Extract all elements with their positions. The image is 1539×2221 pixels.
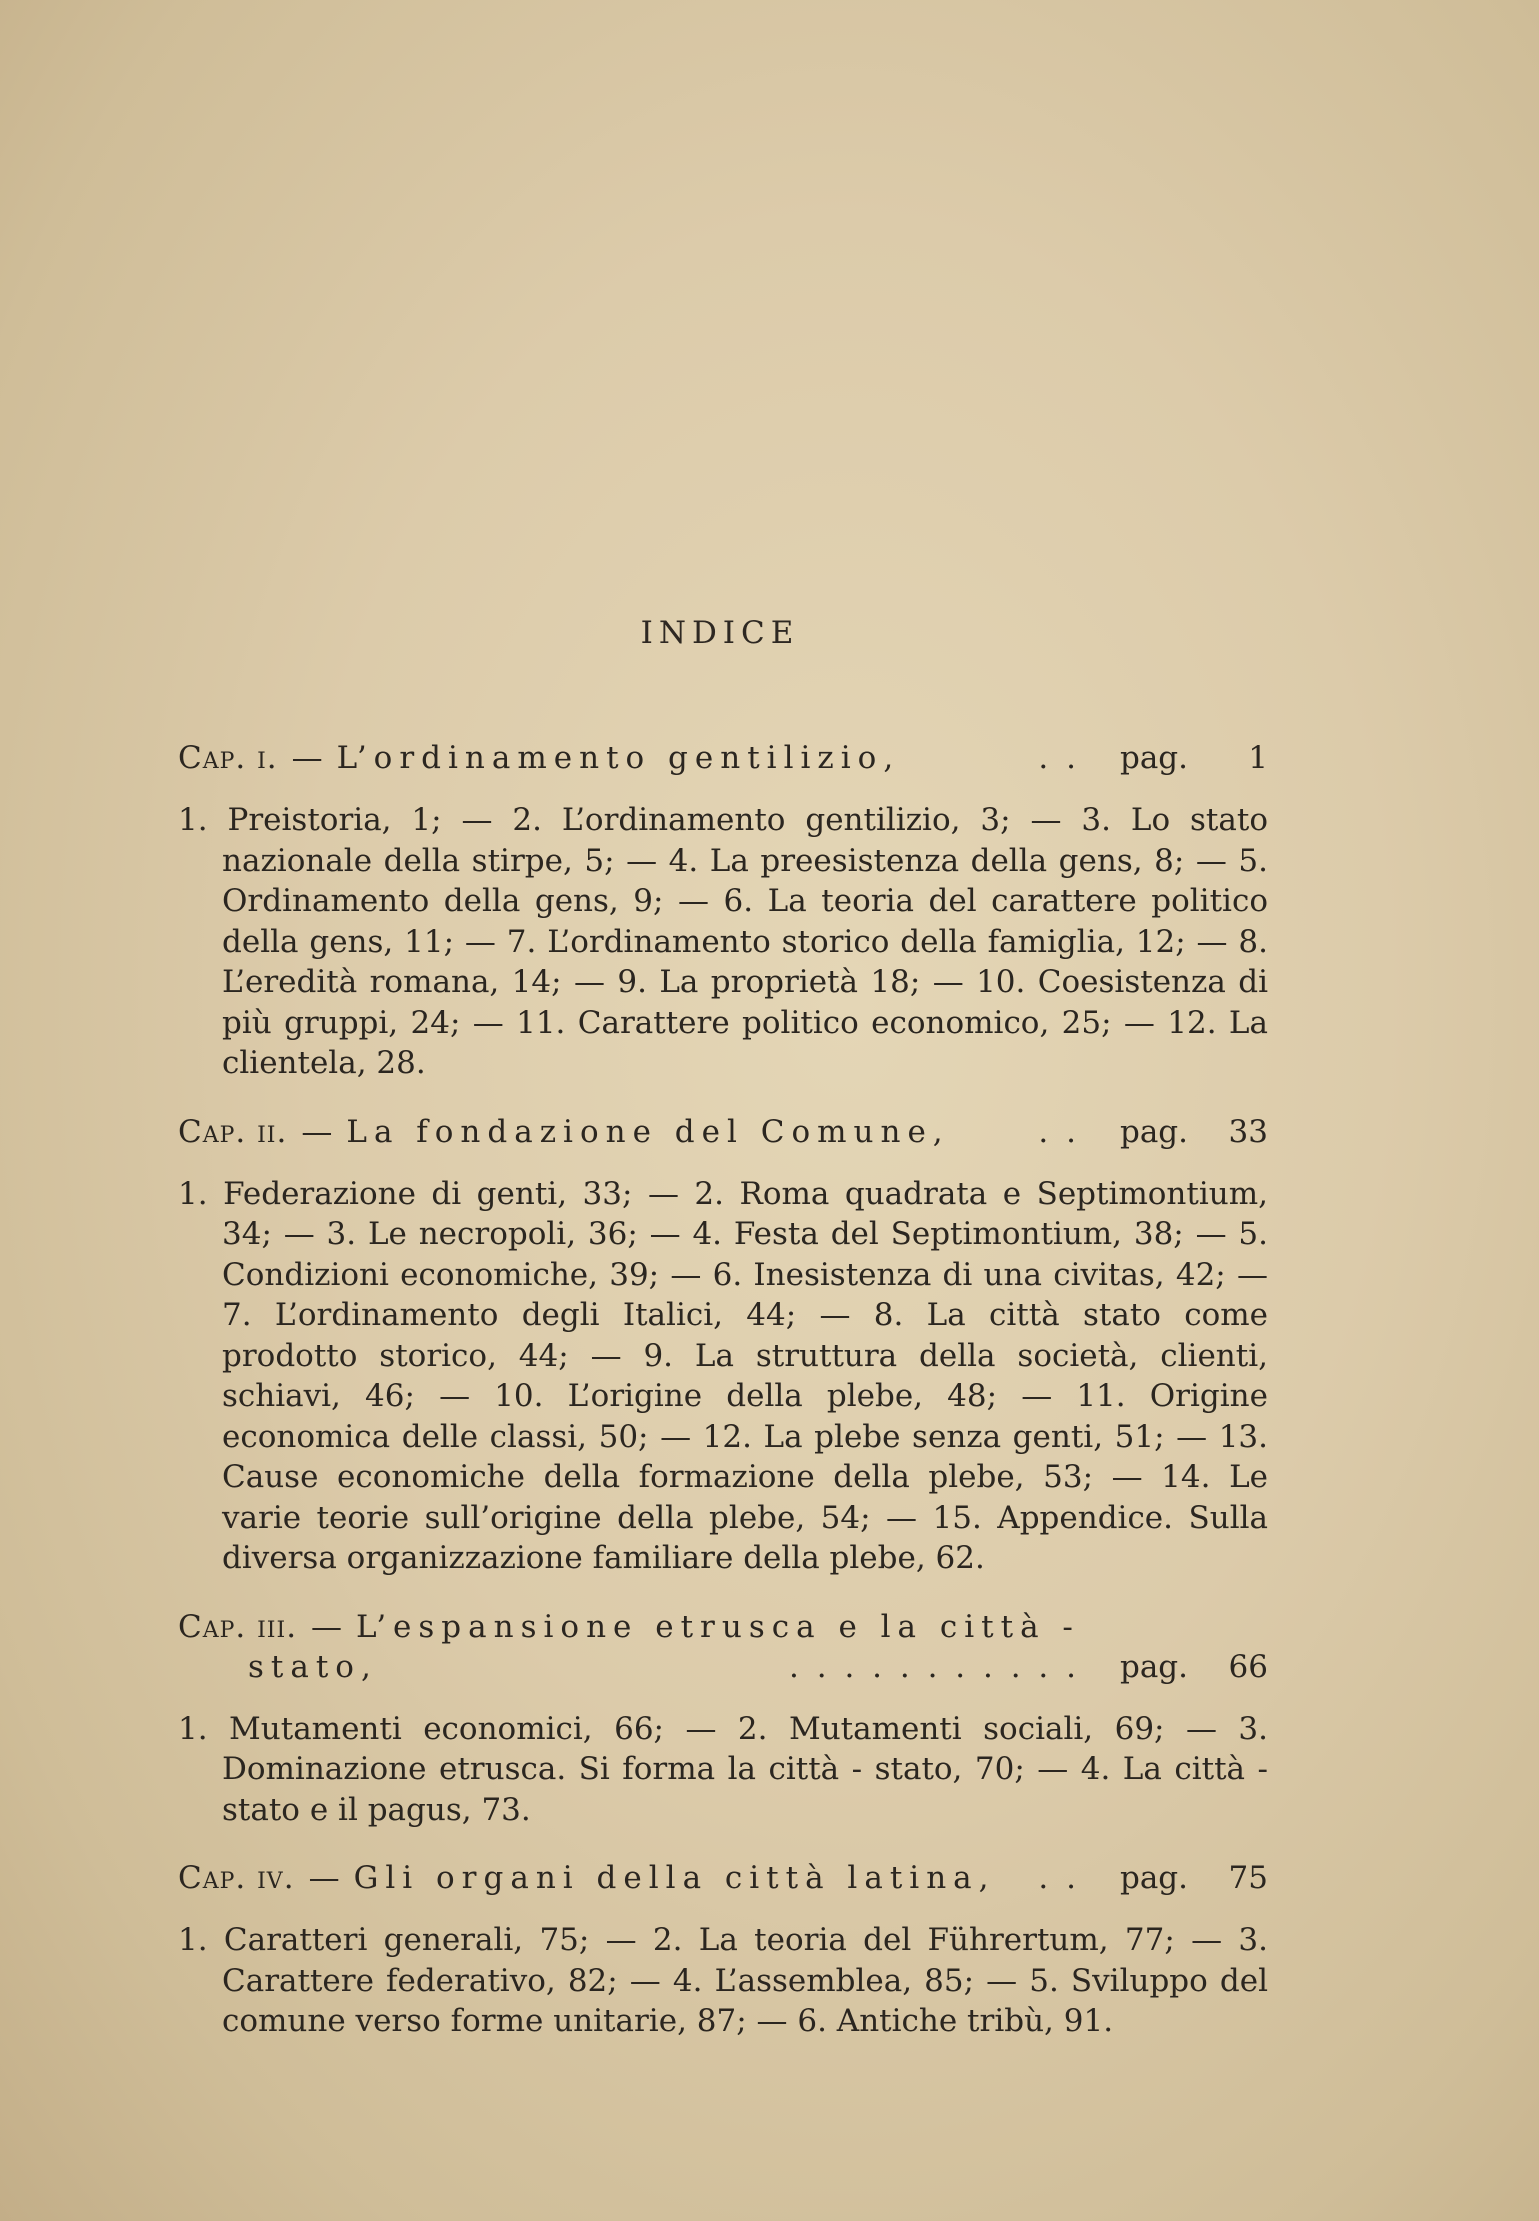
chapter-3 xyxy=(178,1607,1268,1831)
leader-dots: . . . . . . . . . . . xyxy=(789,1648,1080,1685)
chapter-title: L’espansione etrusca e la città - xyxy=(356,1608,1080,1645)
chapter-contents: 1. Preistoria, 1; — 2. L’ordinamento gentilizio, 3; — 3. Lo stato nazionale della stirpe, 5; — 4. La preesistenza della gens, 8; — 5. Ordinamento della gens, 9; — 6. La teoria del carattere politico della gens, 11; — 7. L’ordinamento storico della famiglia, 12; — 8. L’eredità romana, 14; — 9. La proprietà 18; — 10. Coesistenza di più gruppi, 24; — 11. Carattere politico economico, 25; — 12. La clientela, 28. xyxy=(178,802,1268,1081)
chapter-heading xyxy=(178,1858,1268,1898)
pag-label: pag. xyxy=(1119,740,1188,776)
chapter-title: L’ordinamento gentilizio, xyxy=(336,740,901,776)
chapter-heading xyxy=(178,1112,1268,1152)
chapter-heading xyxy=(178,738,1268,778)
chapter-number: Cap. iii. xyxy=(178,1608,298,1645)
page-number: 1 xyxy=(1248,740,1268,776)
chapter-contents: 1. Mutamenti economici, 66; — 2. Mutamenti sociali, 69; — 3. Dominazione etrusca. Si forma la città - stato, 70; — 4. La città - stato e il pagus, 73. xyxy=(178,1710,1268,1828)
chapter-number: Cap. i. xyxy=(178,740,278,776)
chapter-1 xyxy=(178,738,1268,1084)
leader-dots: . . xyxy=(1038,1860,1080,1896)
table-of-contents xyxy=(178,738,1268,2070)
page-number: 66 xyxy=(1228,1648,1268,1685)
chapter-4 xyxy=(178,1858,1268,2042)
chapter-dash: — xyxy=(291,740,323,776)
pag-label: pag. xyxy=(1119,1860,1188,1896)
leader-dots: . . xyxy=(1038,740,1080,776)
pag-label: pag. xyxy=(1119,1648,1188,1685)
chapter-2 xyxy=(178,1112,1268,1579)
page-number: 75 xyxy=(1228,1860,1268,1896)
chapter-dash: — xyxy=(301,1113,333,1150)
pag-label: pag. xyxy=(1119,1113,1188,1150)
chapter-number: Cap. iv. xyxy=(178,1860,295,1896)
chapter-contents: 1. Federazione di genti, 33; — 2. Roma quadrata e Septimontium, 34; — 3. Le necropoli, 36; — 4. Festa del Septimontium, 38; — 5. Condizioni economiche, 39; — 6. Inesistenza di una civitas, 42; — 7. L’ordinamento degli Italici, 44; — 8. La città stato come prodotto storico, 44; — 9. La struttura della società, clienti, schiavi, 46; — 10. L’origine della plebe, 48; — 11. Origine economica delle classi, 50; — 12. La plebe senza genti, 51; — 13. Cause economiche della formazione della plebe, 53; — 14. Le varie teorie sull’origine della plebe, 54; — 15. Appendice. Sulla diversa organizzazione familiare della plebe, 62. xyxy=(178,1175,1268,1576)
chapter-dash: — xyxy=(308,1860,340,1896)
chapter-dash: — xyxy=(311,1608,343,1645)
chapter-title: Gli organi della città latina, xyxy=(353,1860,996,1896)
chapter-contents: 1. Caratteri generali, 75; — 2. La teoria del Führertum, 77; — 3. Carattere federativo, 82; — 4. L’assemblea, 85; — 5. Sviluppo del comune verso forme unitarie, 87; — 6. Antiche tribù, 91. xyxy=(178,1922,1268,2039)
leader-dots: . . xyxy=(1038,1113,1080,1150)
chapter-title-continued: stato, xyxy=(248,1648,378,1685)
chapter-heading xyxy=(178,1607,1268,1687)
chapter-number: Cap. ii. xyxy=(178,1113,288,1150)
page-title: INDICE xyxy=(640,615,800,651)
chapter-title: La fondazione del Comune, xyxy=(346,1113,950,1150)
page-number: 33 xyxy=(1228,1113,1268,1150)
